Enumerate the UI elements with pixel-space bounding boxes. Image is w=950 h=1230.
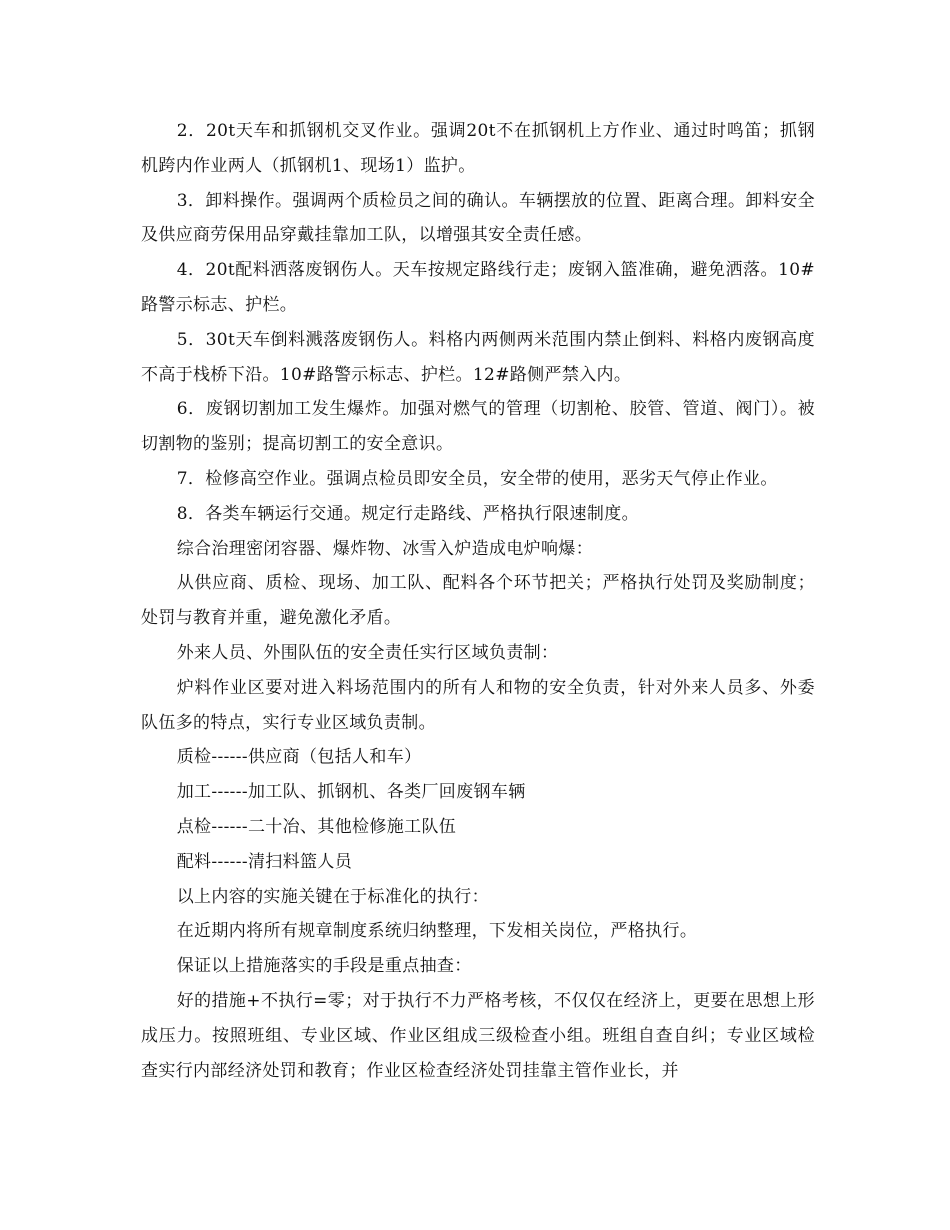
- paragraph-spotcheck-heading: 保证以上措施落实的手段是重点抽查：: [176, 956, 472, 977]
- document-body: [141, 114, 815, 1088]
- paragraph-responsibility-batching: 配料------清扫料篮人员: [176, 851, 353, 872]
- paragraph-responsibility-processing: 加工------加工队、抓钢机、各类厂回废钢车辆: [176, 782, 526, 803]
- paragraph-item-4: 4．20t配料洒落废钢伤人。天车按规定路线行走；废钢入篮准确，避免洒落。10#路警示标志、护栏。: [141, 260, 815, 315]
- paragraph-external-heading: 外来人员、外围队伍的安全责任实行区域负责制：: [176, 642, 559, 663]
- paragraph-external-body: 炉料作业区要对进入料场范围内的所有人和物的安全负责，针对外来人员多、外委队伍多的特点，实行专业区域负责制。: [141, 677, 815, 733]
- paragraph-item-3: 3．卸料操作。强调两个质检员之间的确认。车辆摆放的位置、距离合理。卸料安全及供应商劳保用品穿戴挂靠加工队，以增强其安全责任感。: [141, 190, 815, 246]
- paragraph-spotcheck-body: 好的措施+不执行=零；对于执行不力严格考核，不仅仅在经济上，更要在思想上形成压力。按照班组、专业区域、作业区组成三级检查小组。班组自查自纠；专业区域检查实行内部经济处罚和教育；作业区检查经济处罚挂靠主管作业长，并: [141, 990, 815, 1081]
- paragraph-comprehensive-heading: 综合治理密闭容器、爆炸物、冰雪入炉造成电炉响爆：: [176, 538, 594, 559]
- paragraph-comprehensive-body: 从供应商、质检、现场、加工队、配料各个环节把关；严格执行处罚及奖励制度；处罚与教育并重，避免激化矛盾。: [141, 573, 815, 629]
- paragraph-standardization-heading: 以上内容的实施关键在于标准化的执行：: [176, 886, 489, 907]
- paragraph-responsibility-quality: 质检------供应商（包括人和车）: [176, 747, 422, 768]
- paragraph-item-8: 8．各类车辆运行交通。规定行走路线、严格执行限速制度。: [176, 503, 639, 524]
- paragraph-item-7: 7．检修高空作业。强调点检员即安全员，安全带的使用，恶劣天气停止作业。: [176, 468, 778, 489]
- paragraph-standardization-body: 在近期内将所有规章制度系统归纳整理，下发相关岗位，严格执行。: [176, 921, 698, 942]
- paragraph-item-6: 6．废钢切割加工发生爆炸。加强对燃气的管理（切割枪、胶管、管道、阀门）。被切割物的鉴别；提高切割工的安全意识。: [141, 399, 815, 455]
- paragraph-item-5: 5．30t天车倒料溅落废钢伤人。料格内两侧两米范围内禁止倒料、料格内废钢高度不高于栈桥下沿。10#路警示标志、护栏。12#路侧严禁入内。: [141, 329, 815, 385]
- paragraph-item-2: 2．20t天车和抓钢机交叉作业。强调20t不在抓钢机上方作业、通过时鸣笛；抓钢机跨内作业两人（抓钢机1、现场1）监护。: [141, 121, 815, 176]
- paragraph-responsibility-inspection: 点检------二十冶、其他检修施工队伍: [176, 816, 457, 837]
